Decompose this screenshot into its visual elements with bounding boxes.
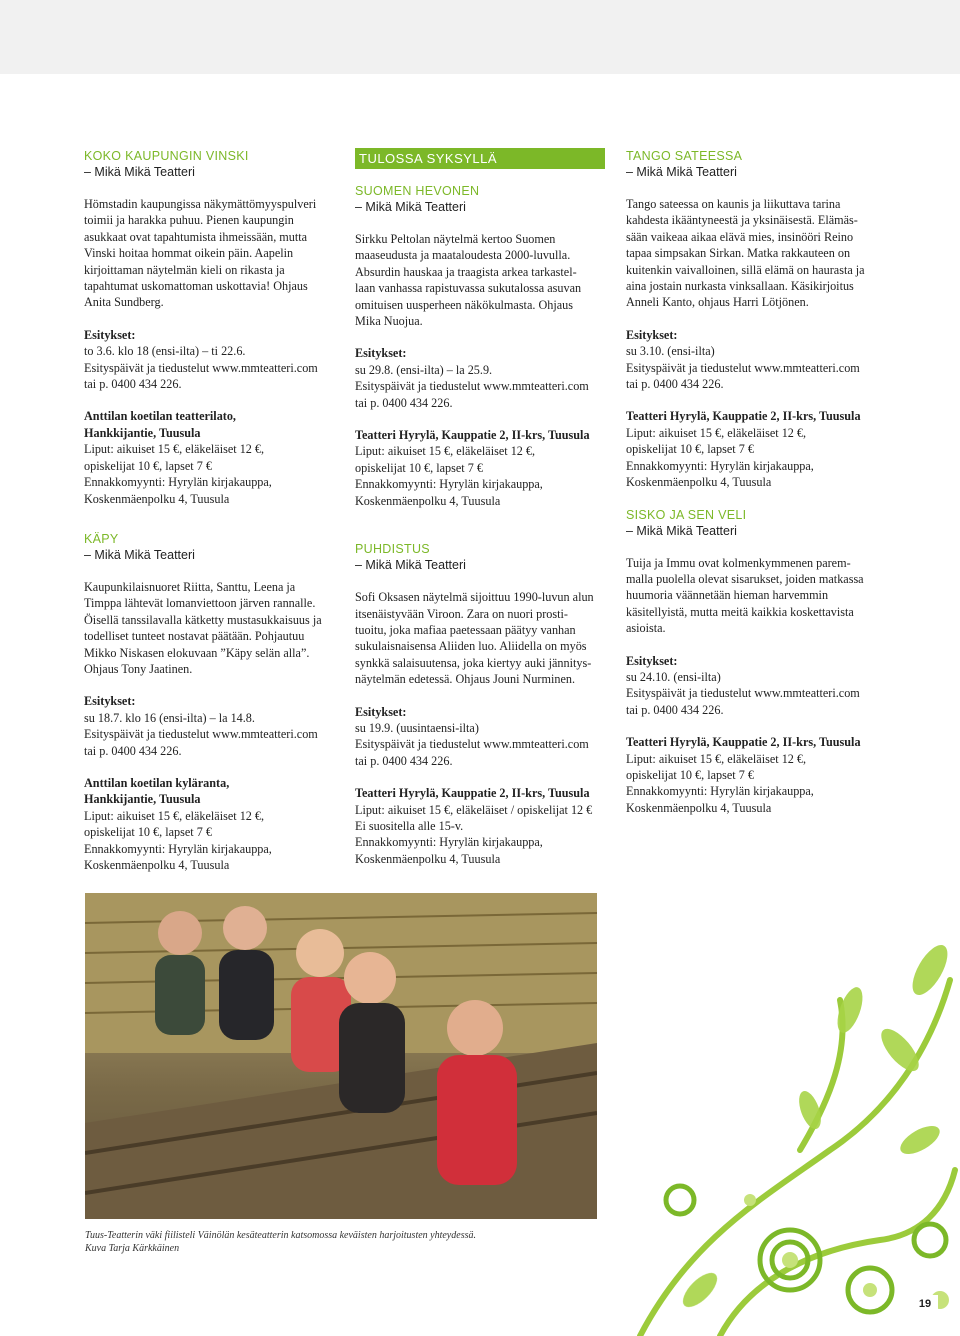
section-title: TANGO SATEESSA bbox=[626, 149, 743, 163]
ticket-line: opiskelijat 10 €, lapset 7 € bbox=[355, 460, 483, 475]
body-line: itsenäistyvään Viroon. Zara on nuori prosti- bbox=[355, 606, 568, 621]
shows-label: Esitykset: bbox=[626, 327, 678, 342]
section-subtitle: – Mikä Mikä Teatteri bbox=[84, 165, 195, 179]
section-title: KOKO KAUPUNGIN VINSKI bbox=[84, 149, 249, 163]
page-number: 19 bbox=[912, 1295, 938, 1313]
ticket-line: Koskenmäenpolku 4, Tuusula bbox=[355, 851, 501, 866]
ticket-line: Liput: aikuiset 15 €, eläkeläiset / opiskelijat 12 € bbox=[355, 802, 593, 817]
body-line: Vinski hoitaa hommat oikein päin. Aapelin bbox=[84, 246, 294, 261]
floral-decoration bbox=[600, 820, 960, 1336]
section-body bbox=[626, 555, 876, 637]
shows-block bbox=[626, 327, 876, 393]
body-line: tuoitu, joka mafiaa paetessaan päätyy vanhan bbox=[355, 622, 576, 637]
body-line: näytelmän edetessä. Ohjaus Jouni Nurminen. bbox=[355, 672, 575, 687]
venue-block bbox=[626, 408, 876, 490]
body-line: Tango sateessa on kaunis ja liikuttava tarina bbox=[626, 197, 841, 211]
shows-block bbox=[84, 327, 336, 393]
section-subtitle: – Mikä Mikä Teatteri bbox=[626, 523, 737, 538]
shows-block bbox=[355, 704, 605, 770]
venue-line: Teatteri Hyrylä, Kauppatie 2, II-krs, Tuusula bbox=[355, 786, 590, 801]
show-line: Esityspäivät ja tiedustelut www.mmteatteri.com bbox=[355, 379, 589, 394]
caption-credit: Kuva Tarja Kärkkäinen bbox=[85, 1243, 180, 1254]
section-body bbox=[355, 589, 605, 687]
shows-label: Esitykset: bbox=[355, 704, 407, 719]
section-subtitle: – Mikä Mikä Teatteri bbox=[84, 547, 195, 562]
ticket-line: Ennakkomyynti: Hyrylän kirjakauppa, bbox=[355, 835, 543, 850]
venue-block bbox=[84, 775, 336, 873]
show-line: Esityspäivät ja tiedustelut www.mmteatteri.com bbox=[626, 360, 860, 375]
show-line: su 29.8. (ensi-ilta) – la 25.9. bbox=[355, 362, 493, 377]
section-subtitle: – Mikä Mikä Teatteri bbox=[626, 165, 737, 179]
shows-label: Esitykset: bbox=[84, 694, 136, 709]
shows-block bbox=[626, 653, 876, 719]
venue-line: Hankkijantie, Tuusula bbox=[84, 792, 201, 807]
ticket-line: opiskelijat 10 €, lapset 7 € bbox=[84, 825, 212, 840]
ticket-line: Koskenmäenpolku 4, Tuusula bbox=[355, 493, 501, 508]
body-line: Ohjaus Tony Jaatinen. bbox=[84, 661, 193, 676]
show-line: tai p. 0400 434 226. bbox=[355, 753, 453, 768]
ticket-line: Koskenmäenpolku 4, Tuusula bbox=[84, 491, 230, 506]
ticket-line: Ennakkomyynti: Hyrylän kirjakauppa, bbox=[626, 458, 814, 473]
body-line: aina jostain nurkasta vinksallaan. Käsikirjoitus bbox=[626, 279, 854, 294]
body-line: Mikko Niskasen elokuvaan ”Käpy selän alla”. bbox=[84, 645, 310, 660]
body-line: toimii ja harakka puhuu. Pienen kaupungin bbox=[84, 213, 294, 228]
body-line: Anneli Kanto, ohjaus Harri Lötjönen. bbox=[626, 295, 809, 310]
ticket-line: Ennakkomyynti: Hyrylän kirjakauppa, bbox=[84, 841, 272, 856]
venue-block bbox=[626, 734, 876, 816]
body-line: todelliset tunteet nostavat päätään. Pohjautuu bbox=[84, 629, 305, 644]
ticket-line: Liput: aikuiset 15 €, eläkeläiset 12 €, bbox=[355, 444, 536, 459]
venue-line: Anttilan koetilan teatterilato, bbox=[84, 409, 236, 424]
section-title: SISKO JA SEN VELI bbox=[626, 507, 747, 522]
body-line: tapaa simpsakan Sirkan. Matka rakkauteen on bbox=[626, 246, 851, 261]
venue-block bbox=[84, 408, 336, 506]
ticket-line: Liput: aikuiset 15 €, eläkeläiset 12 €, bbox=[626, 751, 807, 766]
ticket-line: Ennakkomyynti: Hyrylän kirjakauppa, bbox=[84, 475, 272, 490]
column-left bbox=[84, 148, 336, 889]
show-line: tai p. 0400 434 226. bbox=[626, 377, 724, 392]
top-band bbox=[0, 0, 960, 74]
shows-label: Esitykset: bbox=[355, 346, 407, 361]
photo-illustration bbox=[85, 893, 597, 1219]
section-subtitle: – Mikä Mikä Teatteri bbox=[355, 200, 466, 214]
ticket-line: opiskelijat 10 €, lapset 7 € bbox=[84, 458, 212, 473]
body-line: asioista. bbox=[626, 621, 666, 636]
column-right bbox=[626, 148, 876, 832]
section-body bbox=[626, 196, 876, 311]
venue-block bbox=[355, 785, 605, 867]
body-line: Hömstadin kaupungissa näkymättömyyspulveri bbox=[84, 197, 317, 211]
show-line: Esityspäivät ja tiedustelut www.mmteatteri.com bbox=[355, 737, 589, 752]
section-body bbox=[84, 579, 336, 677]
venue-line: Teatteri Hyrylä, Kauppatie 2, II-krs, Tuusula bbox=[355, 428, 590, 443]
ticket-line: Ennakkomyynti: Hyrylän kirjakauppa, bbox=[626, 784, 814, 799]
show-line: tai p. 0400 434 226. bbox=[355, 395, 453, 410]
show-line: su 3.10. (ensi-ilta) bbox=[626, 344, 715, 359]
ticket-line: Liput: aikuiset 15 €, eläkeläiset 12 €, bbox=[84, 808, 265, 823]
show-line: su 19.9. (uusintaensi-ilta) bbox=[355, 720, 479, 735]
venue-line: Teatteri Hyrylä, Kauppatie 2, II-krs, Tuusula bbox=[626, 735, 861, 750]
show-line: su 24.10. (ensi-ilta) bbox=[626, 669, 721, 684]
show-line: tai p. 0400 434 226. bbox=[84, 377, 182, 392]
section-body bbox=[84, 196, 336, 311]
show-line: Esityspäivät ja tiedustelut www.mmteatteri.com bbox=[84, 360, 318, 375]
section-title: PUHDISTUS bbox=[355, 542, 430, 557]
ticket-line: opiskelijat 10 €, lapset 7 € bbox=[626, 442, 754, 457]
caption-line: Tuus-Teatterin väki fiilisteli Väinölän kesäteatterin katsomossa keväisten harjoitusten yhteydessä. bbox=[85, 1230, 476, 1241]
body-line: kuitenkin vaivalloinen, sillä elämä on haurasta ja bbox=[626, 262, 865, 277]
ticket-line: Koskenmäenpolku 4, Tuusula bbox=[626, 800, 772, 815]
body-line: kirjoittaman näytelmän kieli on rikasta ja bbox=[84, 262, 285, 277]
show-line: Esityspäivät ja tiedustelut www.mmteatteri.com bbox=[626, 686, 860, 701]
show-line: tai p. 0400 434 226. bbox=[626, 702, 724, 717]
body-line: Anita Sundberg. bbox=[84, 295, 164, 310]
body-line: käsitellyistä, mutta meitä kaikkia koskettavista bbox=[626, 604, 854, 619]
body-line: Tuija ja Immu ovat kolmenkymmenen parem- bbox=[626, 555, 851, 570]
ticket-line: Ei suositella alle 15-v. bbox=[355, 818, 464, 833]
body-line: Sirkku Peltolan näytelmä kertoo Suomen bbox=[355, 232, 556, 246]
section-subtitle: – Mikä Mikä Teatteri bbox=[355, 558, 466, 573]
body-line: synkkä salaisuutensa, joka kiertyy auki jännitys- bbox=[355, 655, 592, 670]
body-line: laan vanhassa rapistuvassa sukutalossa asuvan bbox=[355, 281, 582, 296]
show-line: to 3.6. klo 18 (ensi-ilta) – ti 22.6. bbox=[84, 344, 246, 359]
photo-caption bbox=[85, 1229, 605, 1255]
group-photo bbox=[85, 893, 597, 1219]
ticket-line: opiskelijat 10 €, lapset 7 € bbox=[626, 767, 754, 782]
body-line: asukkaat ovat tapahtumista ihmeissään, mutta bbox=[84, 229, 308, 244]
shows-block bbox=[355, 345, 605, 411]
ticket-line: Ennakkomyynti: Hyrylän kirjakauppa, bbox=[355, 477, 543, 492]
body-line: Mika Nuojua. bbox=[355, 314, 423, 329]
shows-block bbox=[84, 693, 336, 759]
shows-label: Esitykset: bbox=[84, 327, 136, 342]
body-line: Kaupunkilaisnuoret Riitta, Santtu, Leena ja bbox=[84, 579, 296, 594]
venue-block bbox=[355, 427, 605, 509]
column-middle bbox=[355, 148, 605, 883]
body-line: huumoria väännetään hieman harvemmin bbox=[626, 588, 829, 603]
body-line: omituisen uusperheen näkökulmasta. Ohjaus bbox=[355, 297, 573, 312]
body-line: kahdesta ikääntyneestä ja yksinäisestä. Elämäs- bbox=[626, 213, 858, 228]
body-line: sukulaisnaisensa Aliiden luo. Aliidella on myös bbox=[355, 639, 587, 654]
section-title: SUOMEN HEVONEN bbox=[355, 184, 480, 198]
body-line: sään vaikeaa aikaa elävä mies, insinööri Reino bbox=[626, 229, 854, 244]
body-line: Absurdin hauskaa ja traagista arkea tarkastel- bbox=[355, 264, 577, 279]
section-title: KÄPY bbox=[84, 531, 119, 546]
venue-line: Teatteri Hyrylä, Kauppatie 2, II-krs, Tuusula bbox=[626, 409, 861, 424]
show-line: su 18.7. klo 16 (ensi-ilta) – la 14.8. bbox=[84, 710, 255, 725]
section-body bbox=[355, 231, 605, 329]
body-line: maaseudusta ja maataloudesta 2000-luvulla. bbox=[355, 248, 571, 263]
body-line: Timppa lähtevät lomanviettoon järven rannalle. bbox=[84, 596, 316, 611]
shows-label: Esitykset: bbox=[626, 653, 678, 668]
show-line: tai p. 0400 434 226. bbox=[84, 743, 182, 758]
body-line: Öisellä tanssilavalla kätketty mustasukkaisuus ja bbox=[84, 612, 322, 627]
ticket-line: Koskenmäenpolku 4, Tuusula bbox=[626, 475, 772, 490]
ticket-line: Liput: aikuiset 15 €, eläkeläiset 12 €, bbox=[84, 442, 265, 457]
venue-line: Anttilan koetilan kyläranta, bbox=[84, 775, 230, 790]
section-banner: TULOSSA SYKSYLLÄ bbox=[355, 148, 605, 169]
ticket-line: Koskenmäenpolku 4, Tuusula bbox=[84, 858, 230, 872]
body-line: Sofi Oksasen näytelmä sijoittuu 1990-luvun alun bbox=[355, 590, 594, 605]
body-line: malla puolella olevat sisarukset, joiden matkassa bbox=[626, 571, 864, 586]
venue-line: Hankkijantie, Tuusula bbox=[84, 425, 201, 440]
show-line: Esityspäivät ja tiedustelut www.mmteatteri.com bbox=[84, 727, 318, 742]
body-line: tapahtumat uskomattoman uskottavia! Ohjaus bbox=[84, 279, 308, 294]
ticket-line: Liput: aikuiset 15 €, eläkeläiset 12 €, bbox=[626, 425, 807, 440]
